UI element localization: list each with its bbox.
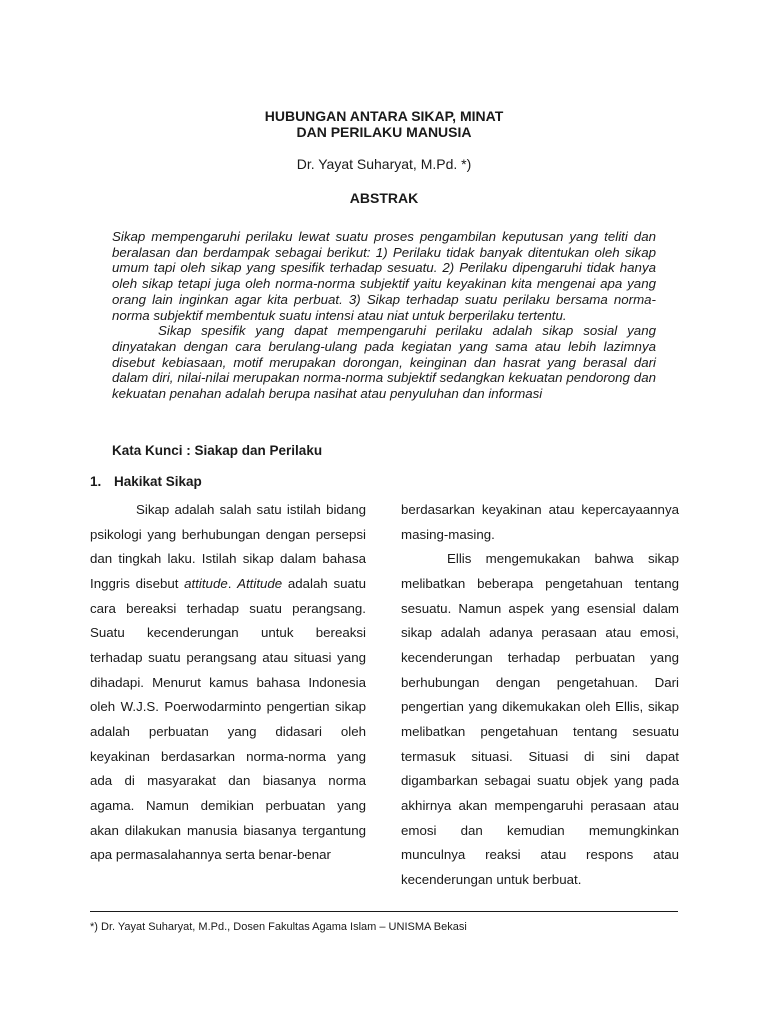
abstract-heading: ABSTRAK [349,190,419,206]
left-text-2: . [227,575,238,591]
section-number: 1. [90,474,102,489]
keywords: Kata Kunci : Siakap dan Perilaku [112,443,323,458]
paper-title-line-1: HUBUNGAN ANTARA SIKAP, MINAT [264,108,504,124]
left-text-1: Sikap adalah salah satu istilah bidang psikologi yang berhubungan dengan persepsi dan tingkah laku. Istilah sikap dalam bahasa Inggris disebut [90,502,366,591]
left-paragraph-1 [90,498,366,868]
right-paragraph-2: Ellis mengemukakan bahwa sikap melibatkan beberapa pengetahuan tentang sesuatu. Namun aspek yang esensial dalam sikap adalah adanya perasaan atau emosi, kecenderungan terhadap perbuatan yang berhubungan dengan pengetahuan. Dari pengertian yang dikemukakan oleh Ellis, sikap melibatkan pengetahuan tentang sesuatu termasuk situasi. Situasi di sini dapat digambarkan sebagai suatu objek yang pada akhirnya akan mempengaruhi perasaan atau emosi dan kemudian memungkinkan munculnya reaksi atau respons atau kecenderungan untuk berbuat. [401,551,679,887]
abstract-paragraph-2: Sikap spesifik yang dapat mempengaruhi perilaku adalah sikap sosial yang dinyatakan dengan cara berulang-ulang pada kegiatan yang sama atau lebih lazimnya disebut kebiasaan, motif merupakan dorongan, keinginan dan hasrat yang berasal dari dalam diri, nilai-nilai merupakan norma-norma subjektif sedangkan kekuatan pendorong dan kekuatan penahan adalah berupa nasihat atau penyuluhan dan informasi [112,323,656,402]
right-column [401,498,679,893]
abstract-paragraph-1: Sikap mempengaruhi perilaku lewat suatu proses pengambilan keputusan yang teliti dan beralasan dan berdampak sebagai berikut: 1) Perilaku tidak banyak ditentukan oleh sikap umum tapi oleh sikap yang spesifik terhadap sesuatu. 2) Perilaku dipengaruhi tidak hanya oleh sikap tetapi juga oleh norma-norma subjektif yaitu keyakinan kita mengenai apa yang orang lain inginkan agar kita perbuat. 3) Sikap terhadap suatu perilaku bersama norma-norma subjektif membentuk suatu intensi atau niat untuk berperilaku tertentu. [112,229,656,323]
author-line: Dr. Yayat Suharyat, M.Pd. *) [296,156,472,172]
left-column [90,498,366,868]
paper-title-line-2: DAN PERILAKU MANUSIA [296,124,472,140]
term-attitude-2: Attitude [237,575,283,591]
abstract-body [112,229,656,402]
footnote: *) Dr. Yayat Suharyat, M.Pd., Dosen Fakultas Agama Islam – UNISMA Bekasi [90,921,467,933]
term-attitude-1: attitude [184,575,228,591]
right-paragraph-1: berdasarkan keyakinan atau kepercayaannya masing-masing. [401,502,679,542]
section-title: Hakikat Sikap [114,474,202,489]
left-text-3: adalah suatu cara bereaksi terhadap suatu perangsang. Suatu kecenderungan untuk bereaksi terhadap suatu perangsang atau situasi yang dihadapi. Menurut kamus bahasa Indonesia oleh W.J.S. Poerwodarminto pengertian sikap adalah perbuatan yang didasari oleh keyakinan berdasarkan norma-norma yang ada di masyarakat dan biasanya norma agama. Namun demikian perbuatan yang akan dilakukan manusia biasanya tergantung apa permasalahannya serta benar-benar [90,575,366,863]
section-heading [90,474,202,489]
footnote-divider [90,911,678,912]
